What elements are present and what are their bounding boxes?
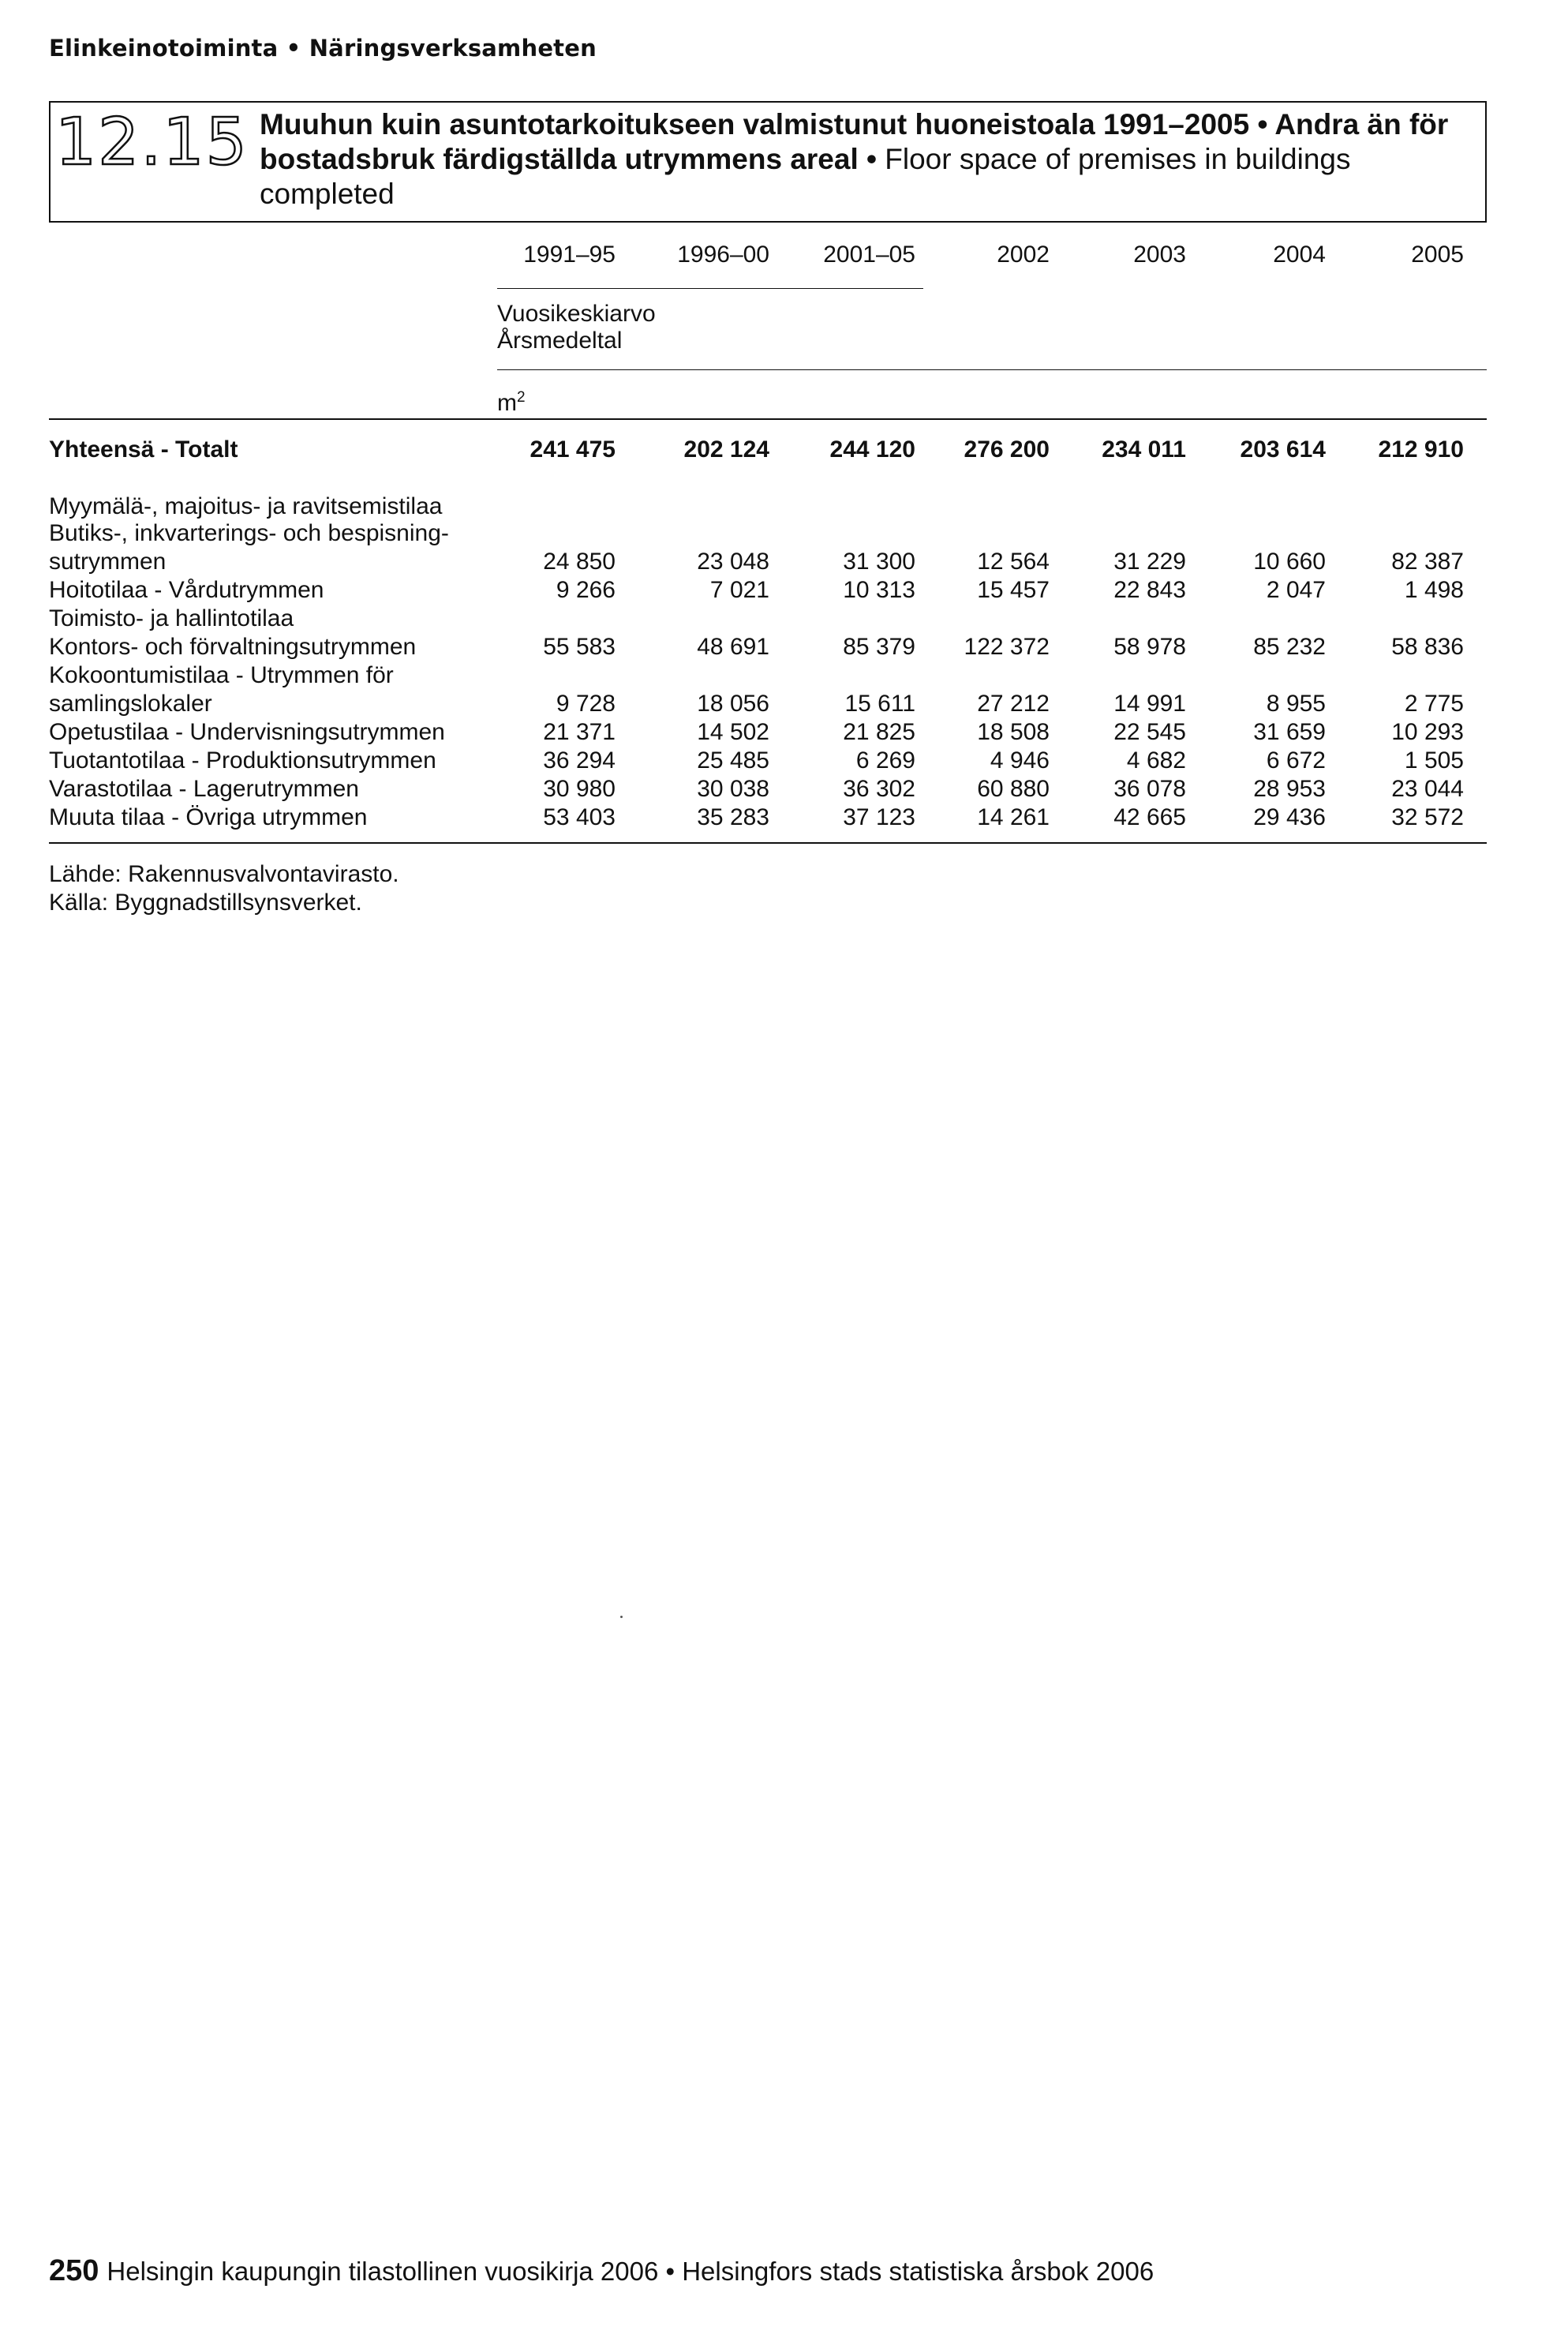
table-cell: 10 313 [843,577,915,603]
subheader-line2: Årsmedeltal [497,328,623,354]
table-cell: 42 665 [1113,804,1186,830]
subheader-line1: Vuosikeskiarvo [497,301,656,327]
table-cell: 60 880 [977,776,1050,802]
table-cell: 27 212 [977,691,1050,717]
column-header: 2004 [1273,242,1326,268]
table-cell: 85 232 [1253,634,1326,660]
table-cell: 35 283 [697,804,769,830]
row-label: Toimisto- ja hallintotilaa [49,605,294,631]
stray-mark [620,1616,623,1618]
footer-text: Helsingin kaupungin tilastollinen vuosikirja 2006 • Helsingfors stads statistiska årsbok 2006 [107,2257,1154,2286]
table-cell: 21 371 [543,719,616,745]
table-cell: 244 120 [829,436,915,463]
table-cell: 212 910 [1378,436,1464,463]
unit-base: m [497,390,517,416]
table-cell: 18 508 [977,719,1050,745]
row-label: Opetustilaa - Undervisningsutrymmen [49,719,445,745]
row-label: Muuta tilaa - Övriga utrymmen [49,804,368,830]
table-cell: 9 266 [556,577,616,603]
table-bottom-rule [49,842,1487,844]
row-label: sutrymmen [49,549,167,575]
row-label: Yhteensä - Totalt [49,436,238,463]
column-header: 2005 [1411,242,1464,268]
header-rule-bottom [49,418,1487,420]
table-title [260,107,1475,212]
row-label: Kontors- och förvaltningsutrymmen [49,634,417,660]
table-cell: 14 261 [977,804,1050,830]
table-cell: 4 946 [990,747,1050,774]
row-label: Hoitotilaa - Vårdutrymmen [49,577,324,603]
table-cell: 6 269 [855,747,915,774]
table-cell: 12 564 [977,549,1050,575]
table-cell: 7 021 [709,577,769,603]
table-title-box [49,101,1487,223]
table-cell: 14 502 [697,719,769,745]
table-cell: 14 991 [1113,691,1186,717]
table-cell: 24 850 [543,549,616,575]
table-cell: 15 457 [977,577,1050,603]
table-cell: 48 691 [697,634,769,660]
header-rule-period [497,288,923,289]
row-label: Tuotantotilaa - Produktionsutrymmen [49,747,436,774]
table-cell: 1 505 [1404,747,1464,774]
row-label: samlingslokaler [49,691,212,717]
column-header: 2001–05 [823,242,915,268]
table-cell: 55 583 [543,634,616,660]
table-cell: 36 294 [543,747,616,774]
table-cell: 8 955 [1266,691,1326,717]
table-cell: 276 200 [964,436,1050,463]
table-title-english: Floor space of premises in buildings completed [260,143,1351,210]
table-cell: 202 124 [683,436,769,463]
column-header: 1991–95 [523,242,616,268]
table-number: 12.15 [55,105,249,180]
table-cell: 31 659 [1253,719,1326,745]
table-cell: 10 293 [1391,719,1464,745]
table-cell: 37 123 [843,804,915,830]
table-cell: 36 078 [1113,776,1186,802]
row-label: Kokoontumistilaa - Utrymmen för [49,662,394,688]
table-cell: 36 302 [843,776,915,802]
table-cell: 234 011 [1102,436,1186,463]
table-cell: 4 682 [1126,747,1186,774]
table-cell: 2 047 [1266,577,1326,603]
column-header: 1996–00 [677,242,769,268]
table-cell: 6 672 [1266,747,1326,774]
running-head: Elinkeinotoiminta • Näringsverksamheten [49,35,597,62]
page-footer [49,2254,1154,2288]
table-cell: 53 403 [543,804,616,830]
table-cell: 30 980 [543,776,616,802]
table-cell: 29 436 [1253,804,1326,830]
table-cell: 58 836 [1391,634,1464,660]
unit-superscript: 2 [517,389,526,406]
row-label: Butiks-, inkvarterings- och bespisning- [49,520,449,546]
row-label: Varastotilaa - Lagerutrymmen [49,776,359,802]
table-cell: 31 300 [843,549,915,575]
table-cell: 22 545 [1113,719,1186,745]
table-cell: 58 978 [1113,634,1186,660]
table-cell: 21 825 [843,719,915,745]
table-cell: 85 379 [843,634,915,660]
table-cell: 18 056 [697,691,769,717]
row-label: Myymälä-, majoitus- ja ravitsemistilaa [49,493,443,519]
source-fi: Lähde: Rakennusvalvontavirasto. [49,861,399,887]
table-cell: 23 044 [1391,776,1464,802]
table-cell: 30 038 [697,776,769,802]
table-title-bold: Muuhun kuin asuntotarkoitukseen valmistunut huoneistoala 1991–2005 • Andra än för bostadsbruk färdigställda utrymmens areal • [260,108,1449,175]
table-cell: 241 475 [530,436,616,463]
header-rule-subheader [497,369,1487,370]
page-number: 250 [49,2254,99,2287]
table-cell: 22 843 [1113,577,1186,603]
table-cell: 122 372 [964,634,1050,660]
table-cell: 203 614 [1240,436,1326,463]
table-cell: 1 498 [1404,577,1464,603]
table-cell: 28 953 [1253,776,1326,802]
table-cell: 82 387 [1391,549,1464,575]
table-cell: 10 660 [1253,549,1326,575]
table-cell: 2 775 [1404,691,1464,717]
column-header: 2002 [997,242,1050,268]
table-cell: 32 572 [1391,804,1464,830]
table-cell: 23 048 [697,549,769,575]
table-cell: 31 229 [1113,549,1186,575]
table-cell: 9 728 [556,691,616,717]
source-sv: Källa: Byggnadstillsynsverket. [49,890,362,916]
column-header: 2003 [1133,242,1186,268]
table-cell: 25 485 [697,747,769,774]
unit-label [497,384,526,418]
table-cell: 15 611 [844,691,915,717]
